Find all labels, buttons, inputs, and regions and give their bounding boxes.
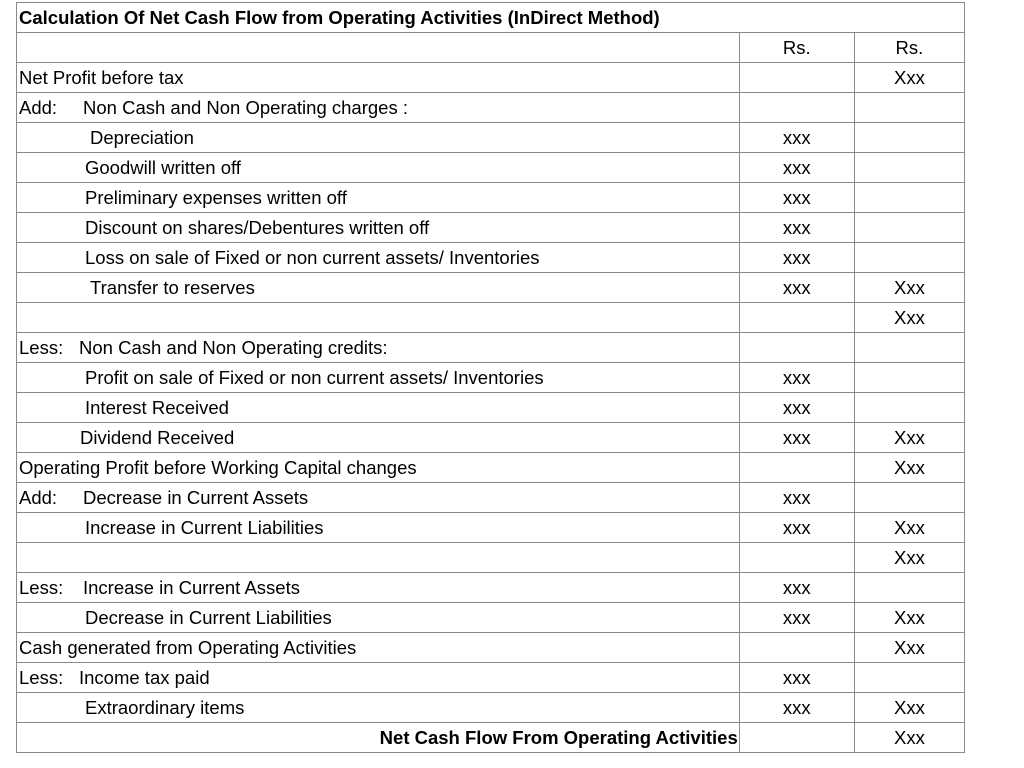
row-label: Decrease in Current Liabilities: [17, 603, 740, 633]
table-row: [17, 333, 965, 363]
title-row: [17, 3, 965, 33]
row-amount-b: [854, 183, 964, 213]
table-row: [17, 153, 965, 183]
row-label: Cash generated from Operating Activities: [17, 633, 740, 663]
table-row: [17, 213, 965, 243]
row-label-cell: [17, 663, 740, 693]
row-amount-b: Xxx: [854, 513, 964, 543]
row-label: Interest Received: [17, 393, 740, 423]
row-label-cell: [17, 483, 740, 513]
row-amount-a: xxx: [739, 213, 854, 243]
row-amount-b: [854, 213, 964, 243]
table-row: [17, 543, 965, 573]
row-amount-b: Xxx: [854, 273, 964, 303]
row-amount-a: [739, 93, 854, 123]
row-amount-b: Xxx: [854, 303, 964, 333]
row-amount-b: [854, 153, 964, 183]
row-amount-b: Xxx: [854, 543, 964, 573]
row-amount-a: [739, 333, 854, 363]
table-row: [17, 123, 965, 153]
row-amount-a: xxx: [739, 573, 854, 603]
table-row: [17, 513, 965, 543]
row-prefix: Less:: [19, 667, 64, 688]
row-label: Operating Profit before Working Capital changes: [17, 453, 740, 483]
row-label: Non Cash and Non Operating credits:: [79, 337, 388, 358]
row-label: Decrease in Current Assets: [83, 487, 309, 508]
row-label: Increase in Current Liabilities: [17, 513, 740, 543]
row-amount-a: [739, 633, 854, 663]
row-amount-a: xxx: [739, 243, 854, 273]
table-row: [17, 603, 965, 633]
header-row: [17, 33, 965, 63]
table-row: [17, 93, 965, 123]
row-amount-a: [739, 63, 854, 93]
row-amount-a: [739, 303, 854, 333]
table-row: [17, 573, 965, 603]
row-amount-a: xxx: [739, 603, 854, 633]
final-total-row: [17, 723, 965, 753]
row-amount-b: [854, 123, 964, 153]
row-amount-a: xxx: [739, 423, 854, 453]
table-row: [17, 693, 965, 723]
row-amount-b: [854, 333, 964, 363]
row-prefix: Less:: [19, 577, 64, 598]
row-prefix: Add:: [19, 487, 58, 508]
row-amount-b: [854, 663, 964, 693]
table-row: [17, 663, 965, 693]
table-row: [17, 63, 965, 93]
table-row: [17, 423, 965, 453]
row-amount-b: Xxx: [854, 723, 964, 753]
final-total-label: Net Cash Flow From Operating Activities: [17, 723, 740, 753]
row-amount-b: Xxx: [854, 423, 964, 453]
row-label: Transfer to reserves: [17, 273, 740, 303]
row-amount-a: xxx: [739, 273, 854, 303]
table-row: [17, 183, 965, 213]
row-label: Increase in Current Assets: [83, 577, 300, 598]
row-amount-a: xxx: [739, 153, 854, 183]
row-amount-a: [739, 543, 854, 573]
table-row: [17, 243, 965, 273]
table-row: [17, 453, 965, 483]
row-amount-a: xxx: [739, 693, 854, 723]
table-row: [17, 633, 965, 663]
row-amount-a: [739, 453, 854, 483]
row-amount-a: xxx: [739, 393, 854, 423]
row-amount-a: xxx: [739, 363, 854, 393]
row-label: [17, 543, 740, 573]
row-label: Income tax paid: [79, 667, 210, 688]
row-amount-b: [854, 393, 964, 423]
header-desc-cell: [17, 33, 740, 63]
row-label: Depreciation: [17, 123, 740, 153]
row-label: Goodwill written off: [17, 153, 740, 183]
row-amount-b: [854, 363, 964, 393]
row-prefix: Less:: [19, 337, 64, 358]
row-label: Discount on shares/Debentures written off: [17, 213, 740, 243]
table-row: [17, 303, 965, 333]
row-amount-b: Xxx: [854, 693, 964, 723]
table-row: [17, 273, 965, 303]
row-label: Net Profit before tax: [17, 63, 740, 93]
table-title: Calculation Of Net Cash Flow from Operating Activities (InDirect Method): [17, 3, 965, 33]
row-amount-a: xxx: [739, 183, 854, 213]
row-amount-b: [854, 483, 964, 513]
row-label-cell: [17, 333, 740, 363]
cash-flow-table: [16, 2, 965, 753]
row-amount-b: Xxx: [854, 63, 964, 93]
row-amount-a: xxx: [739, 663, 854, 693]
row-amount-a: xxx: [739, 483, 854, 513]
row-label: [17, 303, 740, 333]
table-row: [17, 363, 965, 393]
row-amount-a: xxx: [739, 513, 854, 543]
row-amount-b: [854, 243, 964, 273]
header-rs-col-a: Rs.: [739, 33, 854, 63]
table-row: [17, 483, 965, 513]
row-amount-a: xxx: [739, 123, 854, 153]
header-rs-col-b: Rs.: [854, 33, 964, 63]
row-label-cell: [17, 93, 740, 123]
row-label: Extraordinary items: [17, 693, 740, 723]
row-label: Non Cash and Non Operating charges :: [83, 97, 408, 118]
row-label-cell: [17, 573, 740, 603]
row-amount-b: Xxx: [854, 453, 964, 483]
row-amount-b: Xxx: [854, 603, 964, 633]
row-prefix: Add:: [19, 97, 58, 118]
row-amount-b: [854, 93, 964, 123]
table-row: [17, 393, 965, 423]
row-amount-a: [739, 723, 854, 753]
row-label: Profit on sale of Fixed or non current assets/ Inventories: [17, 363, 740, 393]
row-label: Loss on sale of Fixed or non current assets/ Inventories: [17, 243, 740, 273]
row-amount-b: Xxx: [854, 633, 964, 663]
row-amount-b: [854, 573, 964, 603]
row-label: Dividend Received: [17, 423, 740, 453]
row-label: Preliminary expenses written off: [17, 183, 740, 213]
